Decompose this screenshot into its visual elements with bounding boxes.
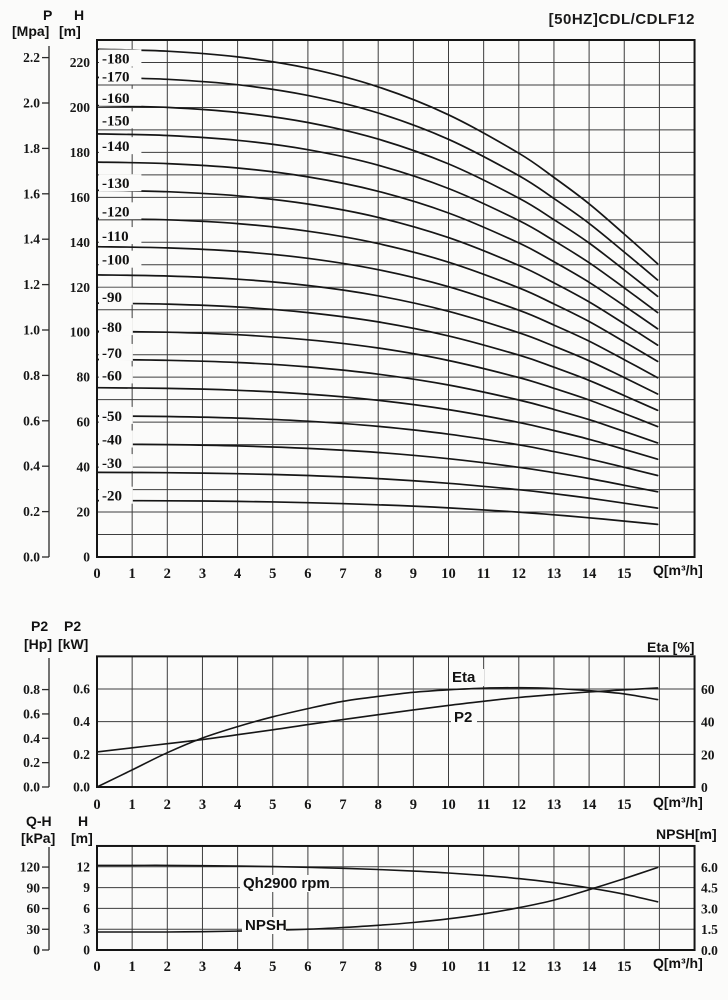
x-tick-label: 7 [339, 566, 347, 582]
p-tick-label: 1.8 [23, 140, 40, 156]
x-tick-label: 11 [476, 566, 491, 582]
hp-tick-label: 0.2 [23, 755, 40, 771]
hp-tick-label: 0.6 [23, 706, 40, 722]
h-tick-label: 220 [69, 54, 90, 70]
hp-tick-label: 0.0 [23, 779, 40, 795]
x-tick-label: 6 [304, 797, 312, 813]
p-tick-label: 1.2 [23, 277, 40, 293]
curve-label--120: -120 [102, 204, 130, 221]
pump-curve--150 [97, 134, 658, 313]
curve-label--50: -50 [102, 408, 122, 425]
x-tick-label: 8 [374, 959, 382, 975]
h-tick-label: 120 [69, 279, 90, 295]
x-tick-label: 14 [581, 797, 597, 813]
h-tick-label: 200 [69, 99, 90, 115]
m-axis-label: H [78, 813, 89, 829]
x-tick-label: 14 [581, 959, 597, 975]
eta-tick-label: 60 [701, 682, 715, 698]
x-tick-label: 6 [304, 566, 312, 582]
x-tick-label: 0 [93, 959, 101, 975]
x-tick-label: 9 [409, 797, 417, 813]
kw-tick-label: 0.4 [73, 714, 90, 730]
x-tick-label: 12 [511, 566, 527, 582]
curve-label--90: -90 [102, 289, 122, 306]
x-tick-label: 12 [511, 959, 527, 975]
qh-curve-label: Qh2900 rpm [243, 875, 330, 892]
p-tick-label: 0.0 [23, 549, 40, 565]
curve-label--70: -70 [102, 345, 122, 362]
kw-tick-label: 0.6 [73, 681, 90, 697]
x-tick-label: 11 [476, 797, 491, 813]
pump-curve--60 [97, 388, 658, 460]
pump-curve--30 [97, 472, 658, 508]
npsh-tick-label: 6.0 [701, 859, 718, 875]
curve-label--180: -180 [102, 51, 130, 68]
pump-curve--50 [97, 416, 658, 476]
h-tick-label: 40 [76, 459, 90, 475]
head-axis-unit: [m] [59, 23, 81, 39]
x-tick-label: 15 [617, 959, 632, 975]
x-tick-label: 5 [269, 797, 277, 813]
x-tick-label: 2 [163, 959, 171, 975]
kpa-tick-label: 0 [33, 942, 40, 958]
h-tick-label: 100 [69, 324, 90, 340]
p-tick-label: 0.8 [23, 367, 40, 383]
kw-axis-label: P2 [64, 618, 82, 634]
curve-label--110: -110 [102, 229, 129, 246]
pump-curve--160 [97, 106, 658, 297]
x-tick-label: 11 [476, 959, 491, 975]
m-tick-label: 12 [76, 859, 90, 875]
m-axis-unit: [m] [71, 830, 93, 846]
npsh-curve-label: NPSH [245, 917, 287, 934]
eta-tick-label: 0 [701, 780, 708, 795]
curve-label--150: -150 [102, 113, 130, 130]
curve-label--40: -40 [102, 432, 122, 449]
p2-curve-label: P2 [454, 709, 473, 726]
pump-curve--110 [97, 247, 658, 378]
npsh-tick-label: 4.5 [701, 880, 718, 896]
flow-axis-unit-bottom: Q[m³/h] [653, 955, 703, 971]
x-tick-label: 2 [163, 797, 171, 813]
x-tick-label: 0 [93, 566, 101, 582]
x-tick-label: 3 [198, 797, 207, 813]
npsh-tick-label: 3.0 [701, 901, 718, 917]
x-tick-label: 13 [546, 566, 562, 582]
p-tick-label: 2.2 [23, 50, 40, 66]
kpa-tick-label: 90 [26, 880, 40, 896]
h-tick-label: 0 [83, 549, 90, 565]
h-tick-label: 180 [69, 144, 90, 160]
x-tick-label: 9 [409, 959, 417, 975]
curve-label--140: -140 [102, 139, 130, 156]
npsh-tick-label: 0.0 [701, 943, 718, 958]
p-tick-label: 1.6 [23, 186, 40, 202]
h-tick-label: 160 [69, 189, 90, 205]
h-tick-label: 20 [76, 504, 90, 520]
x-tick-label: 9 [409, 566, 417, 582]
pump-curve--70 [97, 360, 658, 443]
kw-tick-label: 0.2 [73, 746, 90, 762]
npsh-axis-label: NPSH[m] [656, 826, 717, 842]
m-tick-label: 0 [83, 942, 90, 958]
kw-axis-unit: [kW] [58, 636, 89, 652]
hp-axis-unit: [Hp] [24, 636, 52, 652]
flow-axis-unit-middle: Q[m³/h] [653, 794, 703, 810]
x-tick-label: 8 [374, 566, 382, 582]
curve-label--160: -160 [102, 90, 130, 107]
x-tick-label: 15 [617, 566, 632, 582]
p2-curve [97, 688, 658, 752]
x-tick-label: 14 [581, 566, 597, 582]
kpa-tick-label: 30 [26, 921, 40, 937]
pump-curve--120 [97, 219, 658, 362]
pressure-axis-unit: [Mpa] [12, 23, 50, 39]
qh-curve [97, 865, 658, 901]
p-tick-label: 1.4 [23, 231, 40, 247]
npsh-curve [97, 868, 658, 933]
x-tick-label: 4 [233, 959, 242, 975]
p-tick-label: 1.0 [23, 322, 40, 338]
p-tick-label: 2.0 [23, 95, 40, 111]
x-tick-label: 15 [617, 797, 632, 813]
x-tick-label: 0 [93, 797, 101, 813]
m-tick-label: 3 [83, 921, 90, 937]
x-tick-label: 4 [233, 566, 242, 582]
x-tick-label: 3 [198, 959, 207, 975]
curve-label--100: -100 [102, 252, 130, 269]
eta-curve-label: Eta [452, 669, 476, 686]
x-tick-label: 2 [163, 566, 171, 582]
h-tick-label: 140 [69, 234, 90, 250]
pump-curve--80 [97, 331, 658, 426]
x-tick-label: 5 [269, 959, 277, 975]
kpa-axis-unit: [kPa] [21, 830, 56, 846]
x-tick-label: 13 [546, 797, 562, 813]
m-tick-label: 9 [83, 880, 90, 896]
eta-tick-label: 40 [701, 714, 715, 730]
x-tick-label: 7 [339, 959, 347, 975]
p-tick-label: 0.6 [23, 413, 40, 429]
x-tick-label: 3 [198, 566, 207, 582]
x-tick-label: 13 [546, 959, 562, 975]
curve-label--80: -80 [102, 320, 122, 337]
npsh-chart-frame [97, 846, 695, 950]
kpa-tick-label: 120 [19, 859, 40, 875]
x-tick-label: 4 [233, 797, 242, 813]
x-tick-label: 7 [339, 797, 347, 813]
kw-tick-label: 0.0 [73, 779, 90, 795]
x-tick-label: 1 [128, 566, 136, 582]
x-tick-label: 10 [441, 797, 456, 813]
eta-axis-label: Eta [%] [647, 639, 695, 655]
curve-label--30: -30 [102, 456, 122, 473]
head-axis-label: H [74, 7, 85, 23]
m-tick-label: 6 [83, 900, 90, 916]
pump-curve--40 [97, 444, 658, 492]
x-tick-label: 8 [374, 797, 382, 813]
x-tick-label: 6 [304, 959, 312, 975]
pressure-axis-label: P [43, 7, 53, 23]
curve-label--170: -170 [102, 69, 130, 86]
h-tick-label: 60 [76, 414, 90, 430]
x-tick-label: 10 [441, 959, 456, 975]
npsh-tick-label: 1.5 [701, 922, 718, 938]
hp-tick-label: 0.4 [23, 730, 40, 746]
x-tick-label: 1 [128, 959, 136, 975]
page-title: [50HZ]CDL/CDLF12 [548, 11, 695, 28]
x-tick-label: 1 [128, 797, 136, 813]
curve-label--130: -130 [102, 176, 130, 193]
x-tick-label: 5 [269, 566, 277, 582]
curve-label--20: -20 [102, 488, 122, 505]
flow-axis-unit-top: Q[m³/h] [653, 562, 703, 578]
curve-label--60: -60 [102, 368, 122, 385]
hp-axis-label: P2 [31, 618, 49, 634]
p-tick-label: 0.2 [23, 504, 40, 520]
kpa-axis-label: Q-H [26, 813, 52, 829]
h-tick-label: 80 [76, 369, 90, 385]
hp-tick-label: 0.8 [23, 682, 40, 698]
eta-tick-label: 20 [701, 747, 715, 763]
eta-curve [97, 688, 658, 787]
x-tick-label: 10 [441, 566, 456, 582]
x-tick-label: 12 [511, 797, 527, 813]
p-tick-label: 0.4 [23, 458, 40, 474]
kpa-tick-label: 60 [26, 901, 40, 917]
